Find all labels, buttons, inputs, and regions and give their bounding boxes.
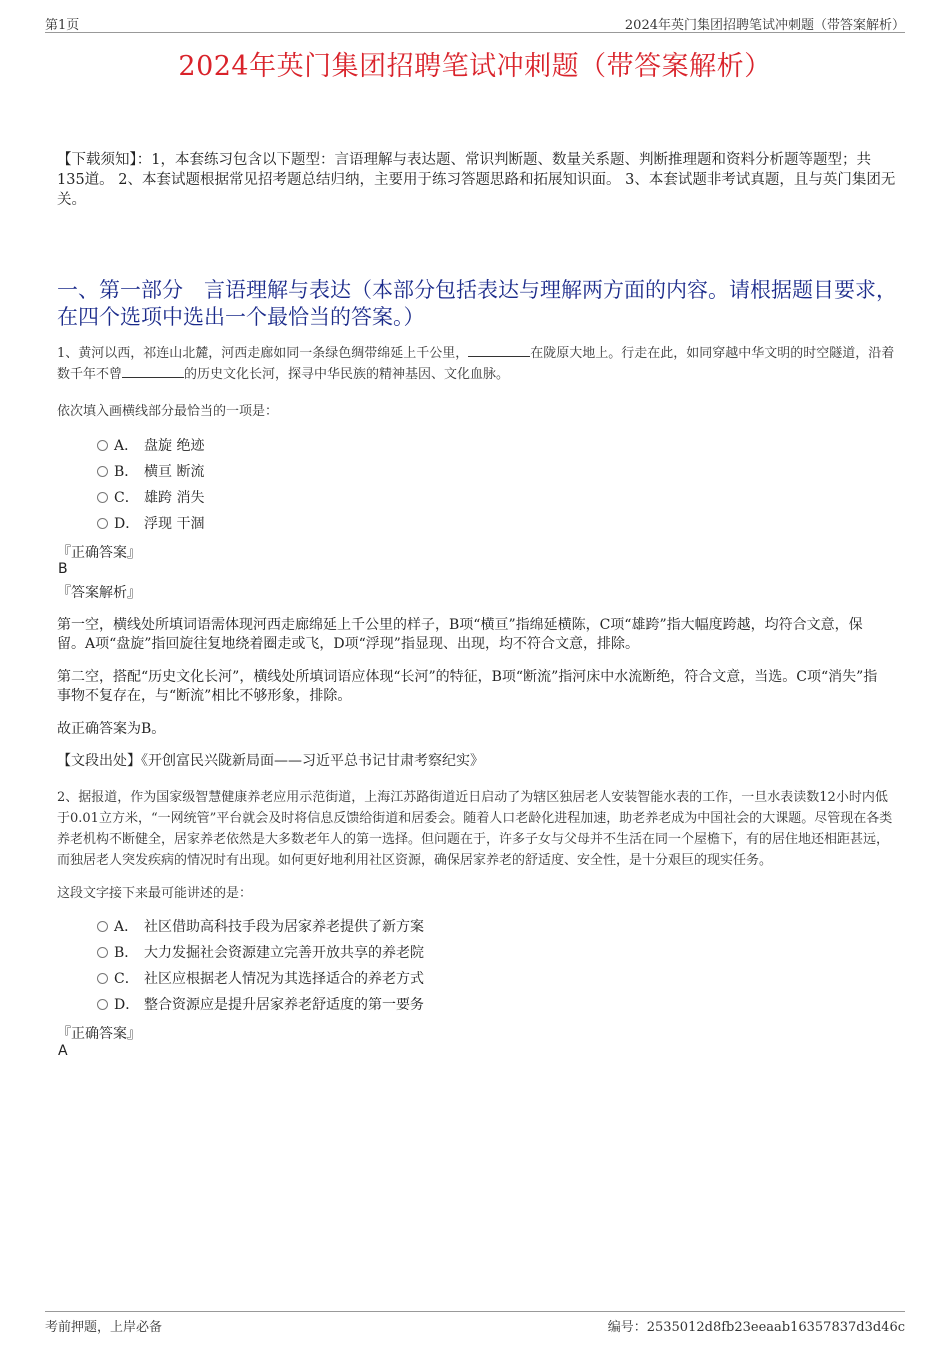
download-notice: 【下载须知】：1，本套练习包含以下题型：言语理解与表达题、常识判断题、数量关系题、判断推理题和资料分析题等题型；共135道。 2、本套试题根据常见招考题总结归纳，主要用于练习答题思路和拓展知识面。 3、本套试题非考试真题，且与英门集团无关。: [57, 152, 896, 208]
question-1-prompt: 依次填入画横线部分最恰当的一项是：: [57, 404, 279, 419]
radio-icon[interactable]: [97, 947, 108, 958]
page-footer: [45, 1311, 905, 1335]
source-citation: 【文段出处】《开创富民兴陇新局面——习近平总书记甘肃考察纪实》: [57, 753, 484, 769]
radio-icon[interactable]: [97, 492, 108, 503]
footer-slogan: 考前押题，上岸必备: [45, 1320, 163, 1335]
radio-icon[interactable]: [97, 973, 108, 984]
page-header: [45, 14, 905, 33]
answer-value: B: [58, 561, 68, 577]
section-heading: 一、第一部分 言语理解与表达（本部分包括表达与理解两方面的内容。请根据题目要求，在四个选项中选出一个最恰当的答案。）: [57, 278, 897, 329]
option-d[interactable]: D． 浮现 干涸: [97, 511, 204, 537]
radio-icon[interactable]: [97, 921, 108, 932]
page-number: 第1页: [45, 18, 80, 33]
analysis-conclusion: 故正确答案为B。: [57, 721, 166, 737]
question-2-prompt: 这段文字接下来最可能讲述的是：: [57, 886, 253, 901]
question-1-options: [97, 433, 204, 537]
document-title: 2024年英门集团招聘笔试冲刺题（带答案解析）: [178, 51, 772, 82]
option-a[interactable]: A． 社区借助高科技手段为居家养老提供了新方案: [97, 914, 424, 940]
option-c[interactable]: C． 社区应根据老人情况为其选择适合的养老方式: [97, 966, 424, 992]
header-doc-title: 2024年英门集团招聘笔试冲刺题（带答案解析）: [624, 18, 905, 33]
option-d[interactable]: D． 整合资源应是提升居家养老舒适度的第一要务: [97, 992, 424, 1018]
analysis-label: 『答案解析』: [57, 585, 141, 601]
analysis-paragraph: 第二空，搭配“历史文化长河”，横线处所填词语应体现“长河”的特征，B项“断流”指河床中水流断绝，符合文意，当选。C项“消失”指事物不复存在，与“断流”相比不够形象，排除。: [57, 669, 878, 704]
question-1-text: 1、黄河以西，祁连山北麓，河西走廊如同一条绿色绸带绵延上千公里， 在陇原大地上。行走在此，如同穿越中华文明的时空隧道，沿着数千年不曾 的历史文化长河，探寻中华民族的精神基因、文化血脉。: [57, 346, 895, 382]
radio-icon[interactable]: [97, 999, 108, 1010]
option-a[interactable]: A． 盘旋 绝迹: [97, 433, 204, 459]
option-c[interactable]: C． 雄跨 消失: [97, 485, 204, 511]
radio-icon[interactable]: [97, 466, 108, 477]
analysis-paragraph: 第一空，横线处所填词语需体现河西走廊绵延上千公里的样子，B项“横亘”指绵延横陈，C项“雄跨”指大幅度跨越，均符合文意，保留。A项“盘旋”指回旋往复地绕着圈走或飞，D项“浮现”指显现、出现，均不符合文意，排除。: [57, 617, 863, 652]
answer-label: 『正确答案』: [57, 1026, 141, 1042]
answer-label: 『正确答案』: [57, 545, 141, 561]
option-b[interactable]: B． 大力发掘社会资源建立完善开放共享的养老院: [97, 940, 424, 966]
answer-value: A: [58, 1043, 68, 1059]
fill-blank-1: [468, 344, 530, 357]
option-b[interactable]: B． 横亘 断流: [97, 459, 204, 485]
document-id: 编号：2535012d8fb23eeaab16357837d3d46c: [607, 1320, 905, 1335]
question-2-text: 2、据报道，作为国家级智慧健康养老应用示范街道，上海江苏路街道近日启动了为辖区独居老人安装智能水表的工作，一旦水表读数12小时内低于0.01立方米，“一网统管”平台就会及时将信息反馈给街道和居委会。随着人口老龄化进程加速，助老养老成为中国社会的大课题。尽管现在各类养老机构不断健全，居家养老依然是大多数老年人的第一选择。但问题在于，许多子女与父母并不生活在同一个屋檐下，有的居住地还相距甚远，而独居老人突发疾病的情况时有出现。如何更好地利用社区资源，确保居家养老的舒适度、安全性，是十分艰巨的现实任务。: [57, 790, 893, 868]
question-2-options: [97, 914, 424, 1018]
radio-icon[interactable]: [97, 440, 108, 451]
radio-icon[interactable]: [97, 518, 108, 529]
fill-blank-2: [122, 365, 184, 378]
